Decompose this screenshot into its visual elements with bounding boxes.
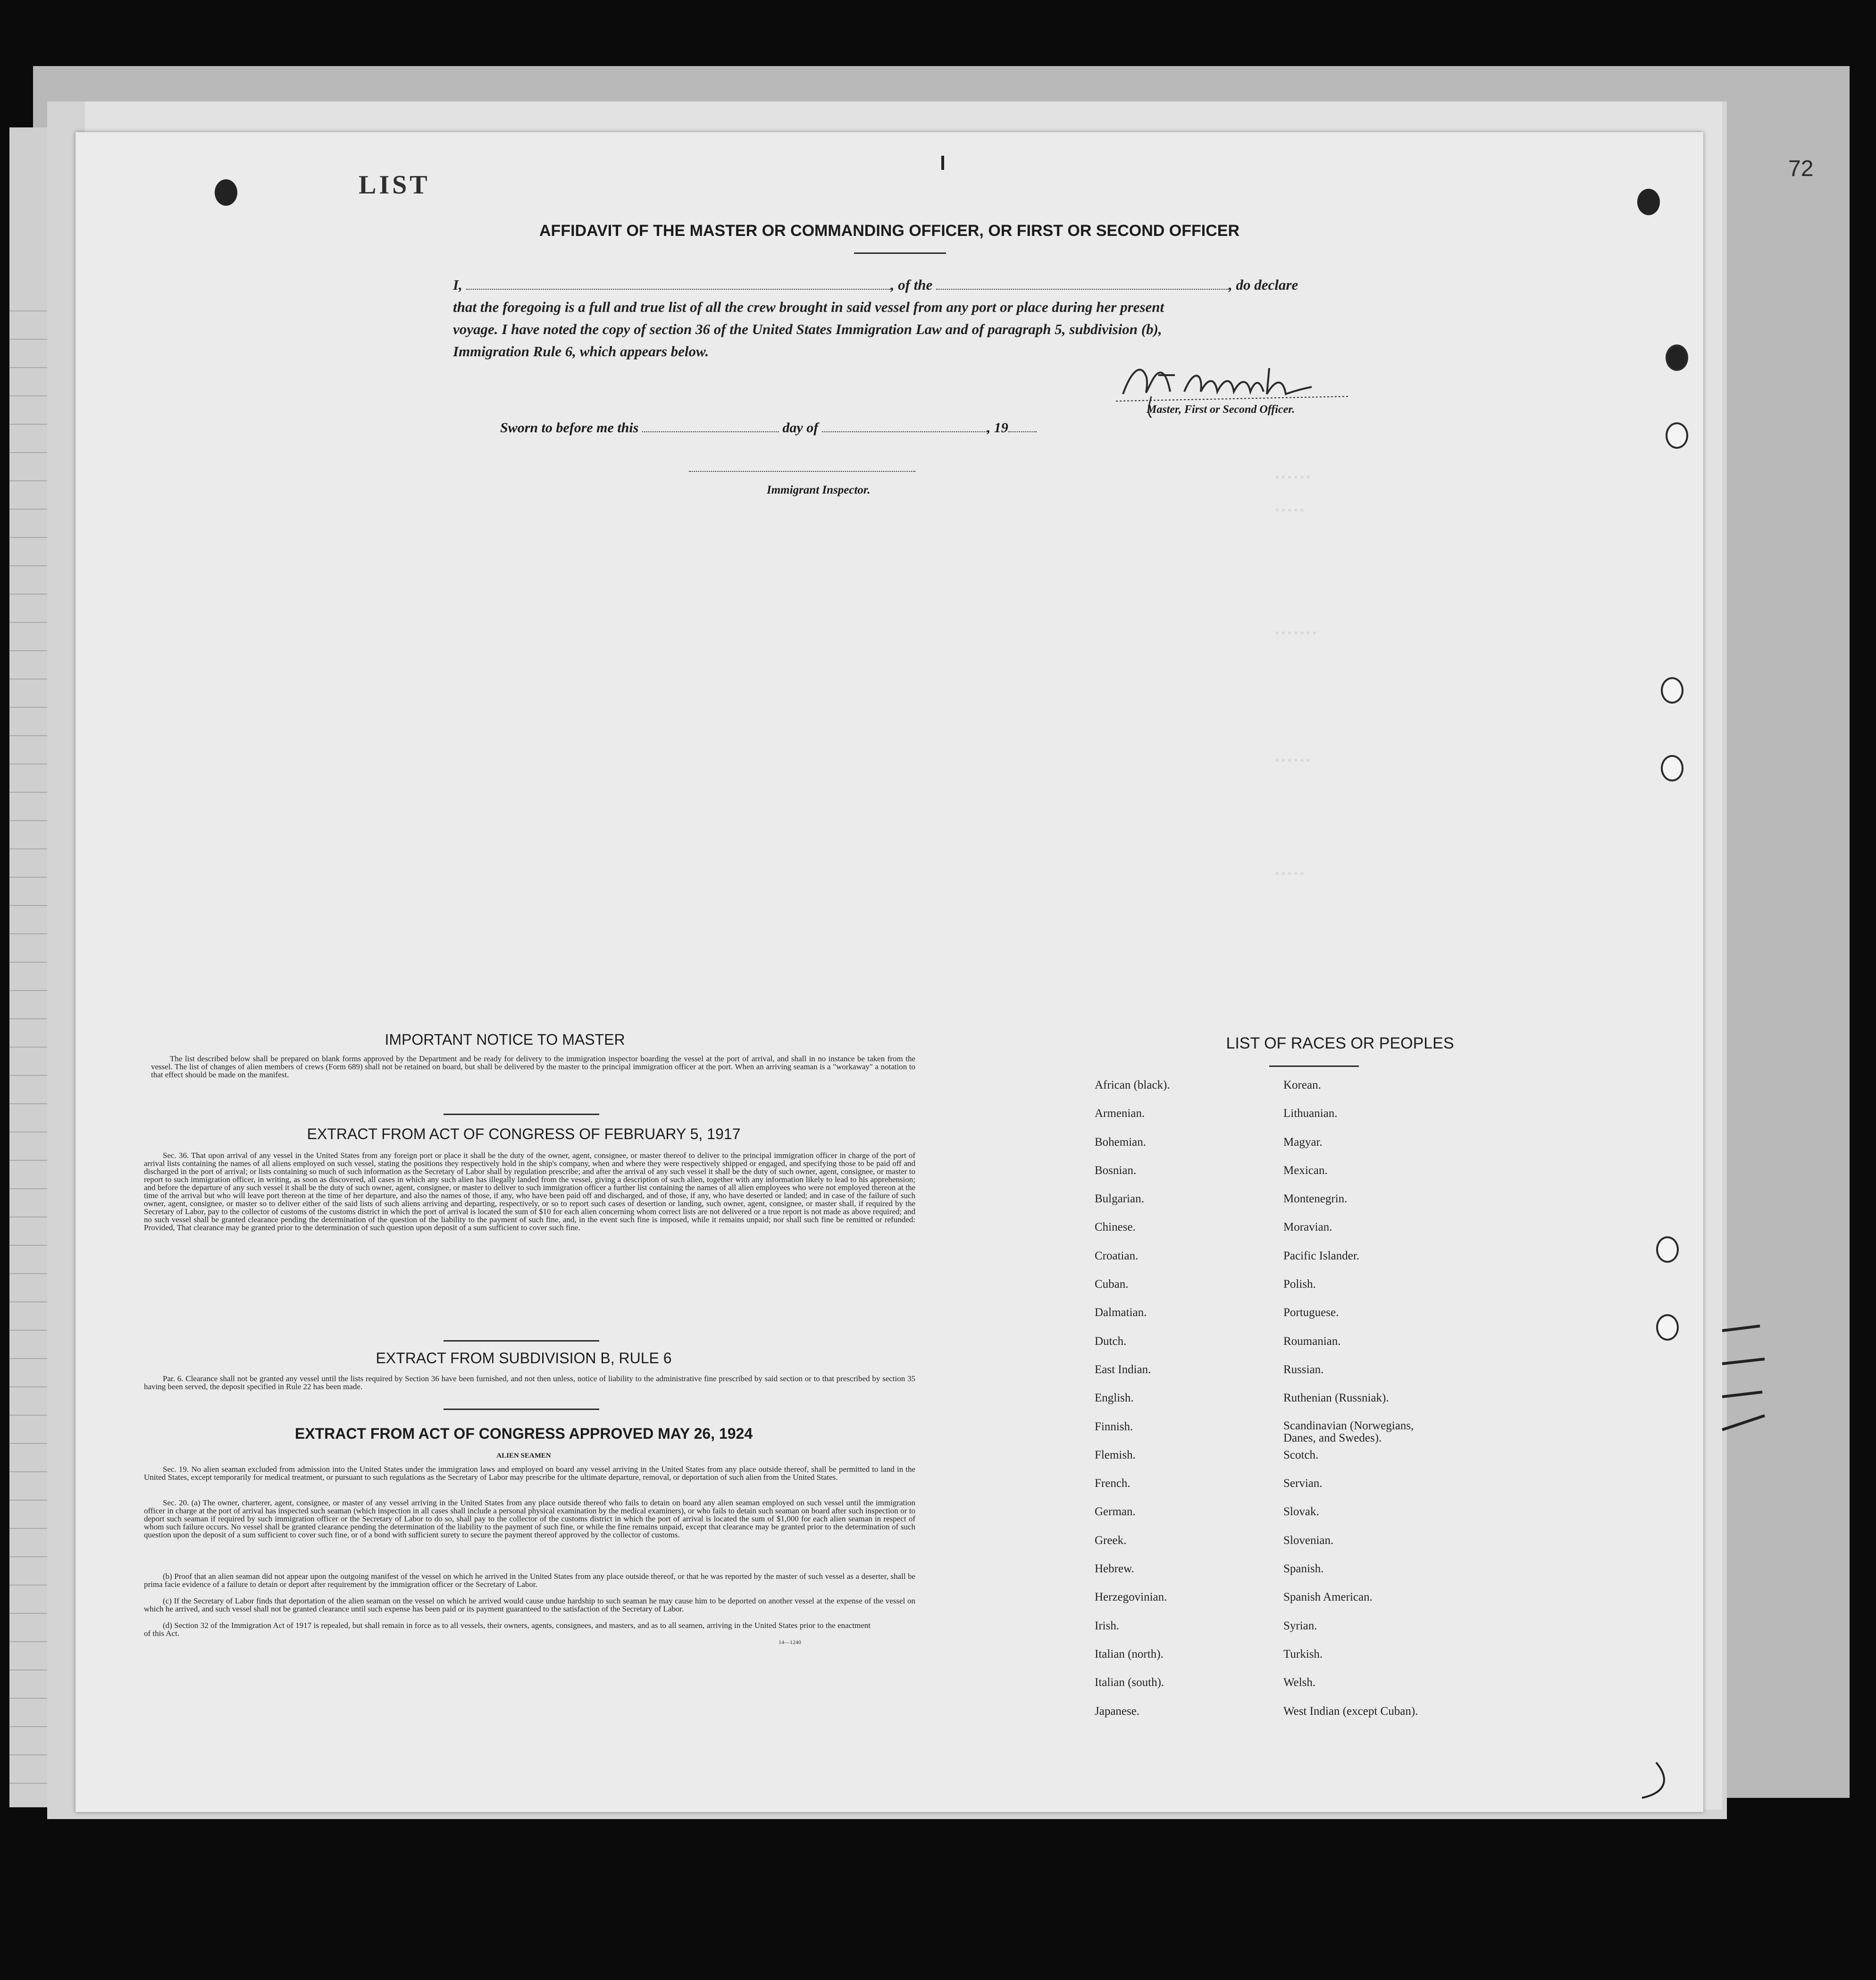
sec20a-text: Sec. 20. (a) The owner, charterer, agent, consignee, or master of any vessel arriving in the United States from any place outside thereof who fails to detain on board any alien seaman employed on such vessel until the immigration officer in charge at the port of arrival has inspected such seaman (which inspection in all cases shall include a personal physical examination by the medical examiners), or who fails to detain such seaman on board after such inspection or to deport such seaman if required by such immigration officer or the Secretary of Labor to do so, shall pay to the collector of the customs district in which the port of arrival is located the sum of $1,000 for each alien seaman in respect of whom such failure occurs. No vessel shall be granted clearance pending the determination of the liability to the payment of such fine, or while the fine remains unpaid, except that clearance may be granted prior to the determination of such question upon the deposit of a sum sufficient to cover such fine, or of a bond with sufficient surety to secure the payment thereof approved by the collector of customs. <box>144 1498 915 1539</box>
races-title-rule <box>1269 1066 1359 1067</box>
race-item: Montenegrin. <box>1283 1192 1348 1206</box>
affidavit-title: AFFIDAVIT OF THE MASTER OR COMMANDING OFFICER, OR FIRST OR SECOND OFFICER <box>539 222 1240 240</box>
corner-hand-mark <box>1637 1760 1675 1803</box>
races-title: LIST OF RACES OR PEOPLES <box>1226 1034 1454 1052</box>
race-item: Croatian. <box>1095 1249 1139 1262</box>
sworn-month-field[interactable] <box>822 431 987 432</box>
bleed-through-text: ▪▪▪▪▪▪▪ <box>1274 628 1318 639</box>
extract-1917-title: EXTRACT FROM ACT OF CONGRESS OF FEBRUARY 5, 1917 <box>307 1125 741 1142</box>
race-item: Syrian. <box>1283 1619 1317 1632</box>
races-left-column <box>1095 1078 1170 1733</box>
race-item: Spanish American. <box>1283 1591 1373 1604</box>
race-item: Italian (north). <box>1095 1647 1164 1661</box>
document-page <box>75 132 1703 1812</box>
race-item: Servian. <box>1283 1477 1323 1490</box>
punch-hole-right-5 <box>1656 1236 1679 1263</box>
affidavit-line1-end: , do declare <box>1229 277 1298 293</box>
race-item: Dutch. <box>1095 1334 1127 1348</box>
race-item: German. <box>1095 1505 1136 1519</box>
race-item: African (black). <box>1095 1079 1170 1091</box>
sworn-start: Sworn to before me this <box>500 420 639 436</box>
form-code: 14—1240 <box>779 1639 801 1645</box>
race-item: Bulgarian. <box>1095 1192 1144 1206</box>
races-right-column <box>1283 1078 1434 1733</box>
race-item: Armenian. <box>1095 1107 1145 1120</box>
race-item: Scandinavian (Norwegians, Danes, and Swedes). <box>1283 1419 1414 1444</box>
center-tick-mark <box>941 156 944 170</box>
race-item: Herzegovinian. <box>1095 1591 1167 1604</box>
race-item: Spanish. <box>1283 1562 1324 1576</box>
extract-1917-text: Sec. 36. That upon arrival of any vessel in the United States from any foreign port or place it shall be the duty of the owner, agent, consignee, or master thereof to deliver to the principal immigration officer in charge of the port of arrival lists containing the names of all aliens employed on such vessel, stating the positions they respectively hold in the ship's company, when and where they were respectively shipped or engaged, and specifying those to be paid off and discharged in the port of arrival; or lists containing so much of such information as the Secretary of Labor shall by regulation prescribe; and after the arrival of any such vessel it shall be the duty of such owner, agent, consignee, or master to report to such immigration officer, in writing, as soon as discovered, all cases in which any such alien has illegally landed from the vessel, giving a description of such alien, together with any information likely to lead to his apprehension; and before the departure of any such vessel it shall be the duty of such owner, agent, consignee, or master to deliver to such immigration officer a further list containing the names of all alien employees who were not employed thereon at the time of the arrival but who will leave port thereon at the time of her departure, and also the names of those, if any, who have been paid off and discharged, and of those, if any, who have deserted or landed; and in case of the failure of such owner, agent, consignee, or master so to deliver either of the said lists of such aliens arriving and departing, respectively, or so to report such cases of desertion or landing, such owner, agent, consignee, or master shall, if required by the Secretary of Labor, pay to the collector of customs of the customs district in which the port of arrival is located the sum of $10 for each alien concerning whom correct lists are not delivered or a true report is not made as above required; and no such vessel shall be granted clearance pending the determination of the question of the liability to the payment of such fine, and, in the event such fine is imposed, while it remains unpaid; nor shall such fine be remitted or refunded: Provided, That clearance may be granted prior to the determination of such question upon deposit of a sum sufficient to cover such fine. <box>144 1151 915 1232</box>
race-item: Portuguese. <box>1283 1306 1339 1319</box>
race-item: Japanese. <box>1095 1704 1140 1718</box>
extract-1924-title: EXTRACT FROM ACT OF CONGRESS APPROVED MAY 26, 1924 <box>294 1425 753 1442</box>
edge-hand-marks <box>1717 1321 1774 1453</box>
affidavit-line1-start: I, <box>453 277 462 293</box>
race-item: Greek. <box>1095 1534 1127 1547</box>
race-item: English. <box>1095 1392 1134 1405</box>
race-item: Irish. <box>1095 1619 1120 1632</box>
race-item: Russian. <box>1283 1363 1324 1376</box>
affidavit-line1-mid: , of the <box>890 277 933 293</box>
race-item: Pacific Islander. <box>1283 1249 1360 1262</box>
extract-rule6-rule <box>444 1409 599 1410</box>
sworn-mid: day of <box>782 420 819 436</box>
alien-seamen-subtitle: ALIEN SEAMEN <box>496 1452 551 1460</box>
race-item: Polish. <box>1283 1278 1316 1291</box>
race-item: Finnish. <box>1095 1420 1133 1433</box>
race-item: Bosnian. <box>1095 1164 1137 1177</box>
race-item: Lithuanian. <box>1283 1107 1338 1120</box>
race-item: Italian (south). <box>1095 1676 1164 1689</box>
bleed-through-text: ▪▪▪▪▪▪ <box>1274 472 1312 484</box>
race-item: Cuban. <box>1095 1278 1129 1291</box>
punch-hole-right-6 <box>1656 1314 1679 1341</box>
race-item: Bohemian. <box>1095 1135 1147 1149</box>
affidavit-line-3: voyage. I have noted the copy of section 36 of the United States Immigration Law and of paragraph 5, subdivision (b), <box>453 321 1162 337</box>
punch-hole-top-left <box>215 179 237 206</box>
notice-title: IMPORTANT NOTICE TO MASTER <box>385 1031 625 1048</box>
sworn-end: , 19 <box>987 420 1008 436</box>
race-item: Korean. <box>1283 1079 1321 1091</box>
sworn-day-field[interactable] <box>642 431 779 432</box>
bleed-through-text: ▪▪▪▪▪▪ <box>1274 755 1312 767</box>
notice-rule <box>444 1114 599 1115</box>
race-item: Slovenian. <box>1283 1534 1334 1547</box>
extract-1917-rule <box>444 1340 599 1342</box>
race-item: Dalmatian. <box>1095 1306 1147 1319</box>
affidavit-line-4: Immigration Rule 6, which appears below. <box>453 343 709 360</box>
sec19-text: Sec. 19. No alien seaman excluded from admission into the United States under the immigration laws and employed on board any vessel arriving in the United States from any place outside thereof, shall be permitted to land in the United States, except temporarily for medical treatment, or pursuant to such regulations as the Secretary of Labor may prescribe for the ultimate departure, removal, or deportation of such alien from the United States. <box>144 1465 915 1482</box>
race-item: East Indian. <box>1095 1363 1151 1376</box>
sec20d-text: (d) Section 32 of the Immigration Act of 1917 is repealed, but shall remain in force as to all vessels, their owners, agents, consignees, and masters, and as to all seamen, arriving in the United States prior to the enactment of this Act. <box>144 1621 871 1638</box>
race-item: French. <box>1095 1477 1131 1490</box>
punch-hole-top-right <box>1637 189 1660 215</box>
race-item: Roumanian. <box>1283 1334 1341 1348</box>
extract-rule6-title: EXTRACT FROM SUBDIVISION B, RULE 6 <box>376 1350 672 1367</box>
punch-hole-right-2 <box>1666 422 1688 449</box>
punch-hole-right-4 <box>1661 755 1683 781</box>
affidavit-line-1 <box>453 274 1444 296</box>
race-item: Scotch. <box>1283 1448 1319 1461</box>
inspector-caption: Immigrant Inspector. <box>767 484 871 496</box>
notice-text: The list described below shall be prepared on blank forms approved by the Department and be ready for delivery to the immigration inspector boarding the vessel at the port of arrival, and shall in no instance be taken from the vessel. The list of changes of alien members of crews (Form 689) shall not be retained on board, but shall be delivered by the master to the principal immigration officer at the port. When an arriving seaman is a "workaway" a notation to that effect should be made on the manifest. <box>151 1054 915 1079</box>
race-item: Hebrew. <box>1095 1562 1134 1576</box>
race-item: Turkish. <box>1283 1647 1323 1661</box>
race-item: Moravian. <box>1283 1221 1332 1234</box>
affidavit-title-rule <box>854 252 946 254</box>
race-item: Chinese. <box>1095 1221 1136 1234</box>
race-item: Welsh. <box>1283 1676 1316 1689</box>
sec20b-text: (b) Proof that an alien seaman did not appear upon the outgoing manifest of the vessel on which he arrived in the United States from any place outside thereof, or that he was reported by the master of such vessel as a deserter, shall be prima facie evidence of a failure to detain or deport after requirement by the immigration officer or the Secretary of Labor. <box>144 1572 915 1589</box>
race-item: Slovak. <box>1283 1505 1319 1519</box>
race-item: Flemish. <box>1095 1448 1136 1461</box>
extract-rule6-text: Par. 6. Clearance shall not be granted any vessel until the lists required by Section 36 have been furnished, and not then unless, notice of liability to the administrative fine prescribed by said section or to that prescribed by section 35 having been served, the deposit specified in Rule 22 has been made. <box>144 1374 915 1391</box>
vessel-name-field[interactable] <box>936 289 1229 290</box>
list-stamp: LIST <box>359 170 430 200</box>
page-number: 72 <box>1788 156 1814 181</box>
sec20c-text: (c) If the Secretary of Labor finds that deportation of the alien seaman on the vessel on which he arrived would cause undue hardship to such seaman he may cause him to be deported on another vessel at the expense of the vessel on which he arrived, and such vessel shall not be granted clearance until such expense has been paid or its payment guaranteed to the satisfaction of the Secretary of Labor. <box>144 1596 915 1613</box>
signature-caption: Master, First or Second Officer. <box>1147 403 1295 416</box>
bleed-through-text: ▪▪▪▪▪ <box>1274 505 1306 517</box>
officer-name-field[interactable] <box>466 289 891 290</box>
bleed-through-text: ▪▪▪▪▪ <box>1274 868 1306 880</box>
race-item: Mexican. <box>1283 1164 1328 1177</box>
sworn-line <box>500 420 1037 436</box>
punch-hole-right-1 <box>1666 344 1688 371</box>
affidavit-line-2: that the foregoing is a full and true list of all the crew brought in said vessel from any port or place during her present <box>453 299 1164 315</box>
punch-hole-right-3 <box>1661 677 1683 704</box>
race-item: Ruthenian (Russniak). <box>1283 1392 1389 1405</box>
race-item: West Indian (except Cuban). <box>1283 1704 1418 1718</box>
sworn-year-field[interactable] <box>1008 431 1037 432</box>
race-item: Magyar. <box>1283 1135 1323 1149</box>
inspector-signature-line[interactable] <box>689 471 915 472</box>
